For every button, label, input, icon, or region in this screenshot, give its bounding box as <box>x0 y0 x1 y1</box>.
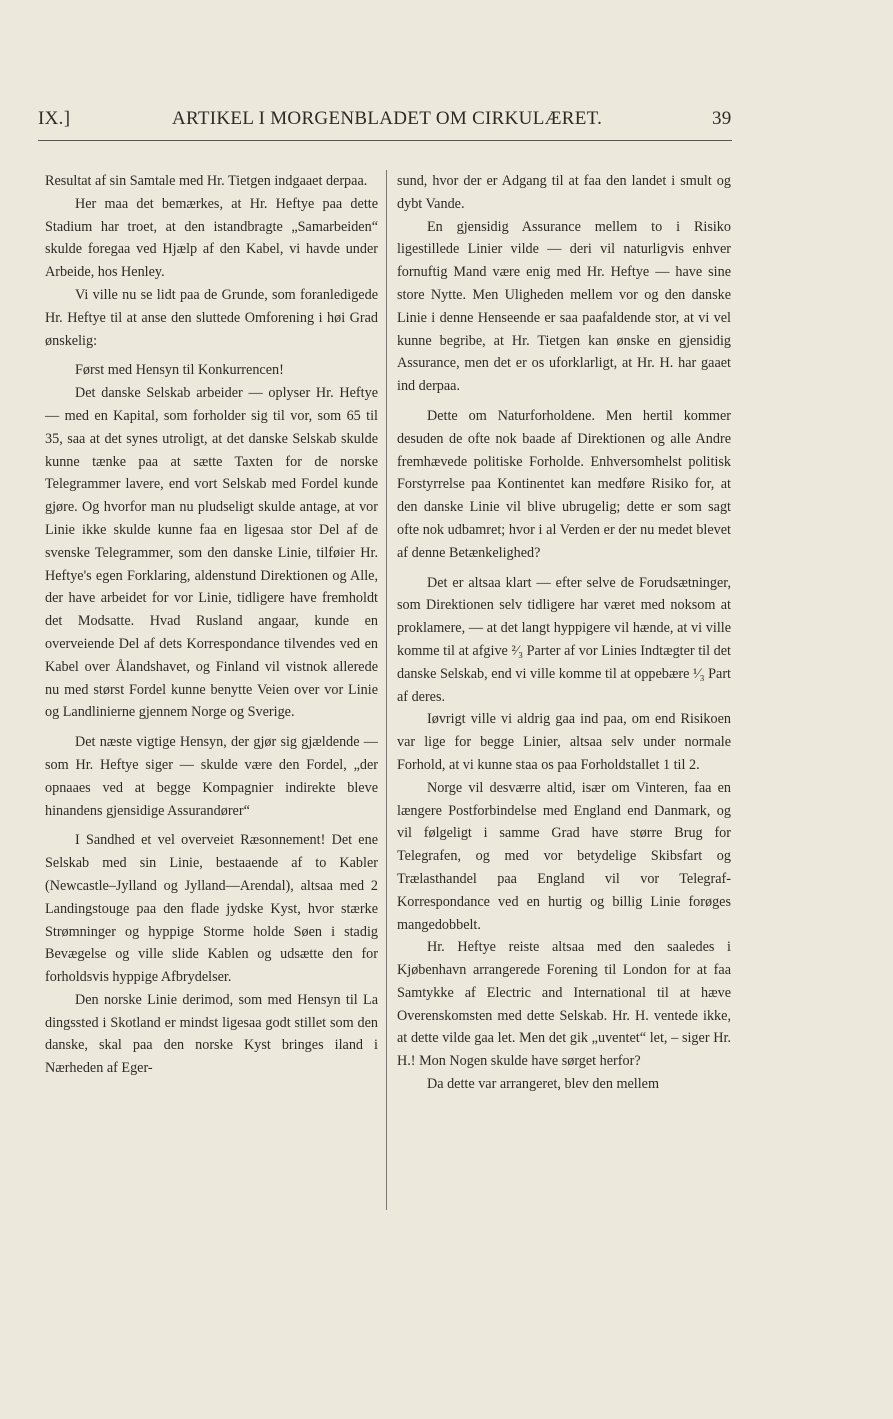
paragraph: Først med Hensyn til Konkurrencen! <box>75 362 284 379</box>
paragraph: En gjensidig Assurance mellem to i Risiko ligestillede Linier vilde — deri vil naturligvis enhver fornuftig Mand være enig med Hr. Heftye — have sine store Nytte. Men Uligheden mellem vor og den danske Linie i denne Henseende er saa paafaldende stor, at vi vel kunne begribe, at Hr. Tietgen kan ønske en gjensidig Assurance, men det er os uforklarligt, at Hr. H. har gaaet ind derpaa. <box>397 218 731 395</box>
section-number: IX.] <box>38 108 71 129</box>
page-number: 39 <box>712 108 732 129</box>
left-column <box>45 170 378 1080</box>
paragraph: Den norske Linie derimod, som med Hensyn til La dingssted i Skotland er mindst ligesaa godt stillet som den danske, skal paa den norske Kyst bringes iland i Nærheden af Eger- <box>45 991 378 1077</box>
paragraph: Dette om Naturforholdene. Men hertil kommer desuden de ofte nok baade af Direktionen og alle Andre fremhævede politiske Forholde. Enhversomhelst politisk Forstyrrelse paa Kontinentet kan medføre Risiko for, at den danske Linie vil blive ubrugelig; dette er som sagt ofte nok udbamret; hvor i al Verden er der nu medet blevet af denne Betænkelighed? <box>397 407 731 561</box>
header-rule <box>38 140 732 141</box>
running-title: ARTIKEL I MORGENBLADET OM CIRKULÆRET. <box>172 108 603 129</box>
paragraph: I Sandhed et vel overveiet Ræsonnement! Det ene Selskab med sin Linie, bestaaende af to Kabler (Newcastle–Jylland og Jylland—Arendal), altsaa med 2 Landingstouge paa den flade jydske Kyst, hvor stærke Strømninger og hyppige Storme holde Søen i stadig Bevægelse og ville slide Kablen og udsætte den for forholdsvis hyppige Afbrydelser. <box>45 832 378 986</box>
running-header <box>38 108 733 136</box>
paragraph: Iøvrigt ville vi aldrig gaa ind paa, om end Risikoen var lige for begge Linier, altsaa selv under normale Forhold, at vi kunne staa os paa Forholdstallet 1 til 2. <box>397 711 731 773</box>
paragraph: Det er altsaa klart — efter selve de Forudsætninger, som Direktionen selv tidligere har været med noksom at proklamere, — at det langt hyppigere vil hænde, at vi ville komme til at afgive ²⁄₃ Parter af vor Linies Indtægter til det danske Selskab, end vi ville komme til at oppebære ¹⁄₃ Part af deres. <box>397 574 731 705</box>
paragraph: Her maa det bemærkes, at Hr. Heftye paa dette Stadium har troet, at den istandbragte „Samarbeiden“ skulde foregaa ved Hjælp af den Kabel, vi havde under Arbeide, hos Henley. <box>45 195 378 281</box>
paragraph: Norge vil desværre altid, især om Vinteren, faa en længere Postforbindelse med England end Danmark, og vil følgeligt i samme Grad have større Brug for Telegrafen, og med vor betydelige Skibsfart og Trælasthandel paa England vil vor Telegraf-Korrespondance ved en hurtig og billig Linie forøges mangedobbelt. <box>397 779 731 933</box>
paragraph: sund, hvor der er Adgang til at faa den landet i smult og dybt Vande. <box>397 173 731 212</box>
paragraph: Da dette var arrangeret, blev den mellem <box>427 1076 660 1093</box>
paragraph: Vi ville nu se lidt paa de Grunde, som foranledigede Hr. Heftye til at anse den sluttede Omforening i høi Grad ønskelig: <box>45 286 378 349</box>
paragraph: Resultat af sin Samtale med Hr. Tietgen indgaaet derpaa. <box>45 173 368 189</box>
right-column <box>397 170 731 1096</box>
column-divider <box>386 170 387 1210</box>
paragraph: Det danske Selskab arbeider — oplyser Hr. Heftye — med en Kapital, som forholder sig til vor, som 65 til 35, saa at det synes utroligt, at det danske Selskab skulde kunne tænke paa at sætte Taxten for de norske Telegrammer lavere, end vort Selskab med Fordel kunde gjøre. Og hvorfor man nu pludseligt skulde antage, at vor Linie ikke skulde kunne faa en ligesaa stor Del af de svenske Telegrammer, som den danske Linie, tilføier Hr. Heftye's egen Forklaring, aldenstund Direktionen og Alle, der have arbeidet for vor Linie, tidligere have fremholdt det Modsatte. Hvad Rusland angaar, kunde en overveiende Del af dets Korrespondance tilvendes ved en Kabel over Ålandshavet, og Finland vil vistnok allerede nu med størst Fordel kunne benytte Veien over vor Linie og Landlinierne gjennem Norge og Sverige. <box>45 385 378 721</box>
paragraph: Hr. Heftye reiste altsaa med den saaledes i Kjøbenhavn arrangerede Forening til London for at faa Samtykke af Electric and International til at hæve Overenskomsten med dette Selskab. Hr. H. ventede ikke, at dette vilde gaa let. Men det gik „uventet“ let, – siger Hr. H.! Mon Nogen skulde have sørget herfor? <box>397 939 731 1070</box>
paragraph: Det næste vigtige Hensyn, der gjør sig gjældende — som Hr. Heftye siger — skulde være den Fordel, „der opnaaes ved at begge Kompagnier indirekte bleve hinandens gjensidige Assurandører“ <box>45 734 378 819</box>
